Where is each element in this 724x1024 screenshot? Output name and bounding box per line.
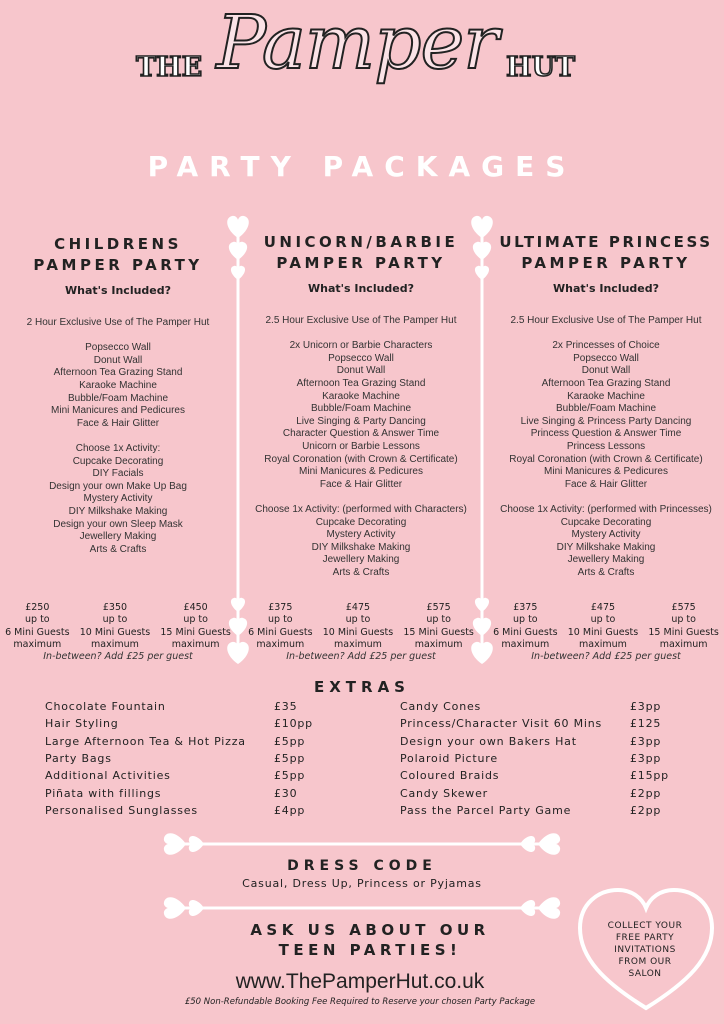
extra-item-name: Chocolate Fountain: [45, 700, 166, 713]
included-item: Donut Wall: [581, 365, 631, 377]
heart-note-line: COLLECT YOUR: [607, 921, 683, 931]
included-item: Face & Hair Glitter: [319, 478, 403, 490]
spacer: [243, 328, 479, 341]
included-item: Face & Hair Glitter: [564, 478, 648, 490]
price-tier-guests: 10 Mini Guests: [79, 626, 151, 638]
extra-item-price: £3pp: [630, 700, 662, 713]
price-tier-upto: up to: [590, 614, 616, 626]
extra-item-price: £35: [274, 700, 298, 713]
price-tier-upto: up to: [268, 614, 293, 626]
included-item: Jewellery Making: [322, 554, 400, 566]
in-between-note: In-between? Add £25 per guest: [43, 651, 193, 662]
extra-item-price: £30: [274, 786, 298, 800]
package-ultimate-princess: [488, 232, 724, 579]
heart-note-line: FROM OUR: [618, 957, 672, 967]
included-item: Princess Lessons: [566, 440, 646, 452]
included-item: Karaoke Machine: [322, 390, 400, 402]
price-tier-price: £375: [513, 602, 538, 613]
price-tier: [160, 602, 230, 651]
price-tier-guests: 6 Mini Guests: [248, 626, 313, 638]
ask-line2: TEEN PARTIES!: [278, 941, 462, 959]
included-item: Mystery Activity: [83, 493, 153, 505]
included-item: DIY Facials: [92, 468, 144, 480]
spacer: [0, 430, 236, 443]
extra-item-name: Polaroid Picture: [400, 751, 498, 765]
price-tier-upto: up to: [513, 614, 538, 626]
in-between-note: In-between? Add £25 per guest: [531, 651, 681, 662]
price-tier-price: £250: [25, 602, 50, 613]
page-subtitle: PARTY PACKAGES: [147, 150, 577, 183]
included-item: Choose 1x Activity: (performed with Characters): [255, 503, 467, 515]
included-item: Mini Manicures & Pedicures: [299, 466, 423, 478]
price-tier-price: £475: [590, 602, 616, 613]
price-tier: [5, 602, 69, 651]
price-tier-price: £450: [183, 602, 208, 613]
price-tier-upto: up to: [671, 614, 696, 626]
extras-title: EXTRAS: [313, 678, 410, 696]
extra-item-price: £5pp: [274, 769, 306, 783]
extra-item-price: £2pp: [630, 786, 662, 800]
extra-item-price: £4pp: [274, 803, 306, 817]
price-tier-upto: up to: [345, 614, 371, 626]
included-item: Donut Wall: [93, 354, 143, 366]
package-title-line2: PAMPER PARTY: [33, 256, 203, 274]
included-item: Mystery Activity: [571, 529, 641, 541]
price-tier-max: maximum: [334, 638, 382, 650]
included-item: Character Question & Answer Time: [282, 428, 440, 440]
price-tier-max: maximum: [579, 638, 627, 650]
package-title-line2: PAMPER PARTY: [276, 254, 446, 272]
included-item: Princess Question & Answer Time: [530, 428, 682, 440]
included-item: Karaoke Machine: [79, 379, 157, 391]
price-tier: [248, 602, 312, 651]
heart-note-line: SALON: [628, 969, 662, 979]
price-tier-max: maximum: [256, 638, 305, 650]
included-item: Bubble/Foam Machine: [555, 403, 657, 415]
extra-item-price: £5pp: [274, 751, 306, 765]
extra-item-price: £15pp: [630, 769, 669, 783]
price-tier-upto: up to: [102, 614, 128, 626]
price-tier-guests: 10 Mini Guests: [567, 626, 639, 638]
heart-note-line: INVITATIONS: [614, 945, 676, 955]
price-tier: [80, 602, 150, 651]
included-item: Popsecco Wall: [328, 352, 394, 364]
price-tier-upto: up to: [183, 614, 208, 626]
extra-item-price: £2pp: [630, 803, 662, 817]
included-item: Design your own Sleep Mask: [53, 518, 183, 530]
included-item: Unicorn or Barbie Lessons: [302, 440, 420, 452]
brand-logo-pamper: Pamper: [216, 0, 498, 86]
package-lines: [243, 315, 479, 579]
included-item: Mini Manicures & Pedicures: [544, 466, 668, 478]
package-lines: [488, 315, 724, 579]
extra-item-name: Hair Styling: [45, 717, 119, 731]
dress-code-title: DRESS CODE: [287, 858, 437, 874]
whats-included-label: What's Included?: [307, 282, 415, 295]
extra-item-name: Candy Skewer: [400, 786, 488, 800]
whats-included-label: What's Included?: [552, 282, 660, 295]
extra-item-name: Princess/Character Visit 60 Mins: [400, 717, 603, 731]
package-childrens: [0, 234, 236, 556]
package-title-line1: ULTIMATE PRINCESS: [499, 233, 713, 251]
extra-item-name: Large Afternoon Tea & Hot Pizza: [45, 734, 246, 748]
price-tier-max: maximum: [659, 638, 708, 650]
included-item: Bubble/Foam Machine: [67, 392, 169, 404]
price-tier-price: £575: [671, 602, 696, 613]
included-item: 2x Princesses of Choice: [552, 340, 660, 352]
price-row-childrens: [0, 602, 236, 651]
included-item: Arts & Crafts: [577, 566, 635, 578]
included-item: Mini Manicures and Pedicures: [51, 405, 185, 417]
price-tier-price: £475: [345, 602, 371, 613]
included-item: Popsecco Wall: [573, 352, 639, 364]
extra-item-price: £3pp: [630, 734, 662, 748]
price-tier-guests: 6 Mini Guests: [493, 626, 558, 638]
price-tier-guests: 6 Mini Guests: [5, 626, 70, 638]
spacer: [0, 330, 236, 343]
included-item: Cupcake Decorating: [560, 516, 652, 528]
included-item: Jewellery Making: [567, 554, 645, 566]
brand-the: THE: [136, 52, 203, 83]
included-item: DIY Milkshake Making: [556, 541, 656, 553]
extra-item-price: £125: [630, 717, 662, 731]
heart-divider-horizontal-1: [160, 826, 564, 862]
included-item: 2.5 Hour Exclusive Use of The Pamper Hut: [510, 315, 702, 326]
included-item: Cupcake Decorating: [72, 455, 164, 467]
extra-item-name: Design your own Bakers Hat: [400, 734, 577, 748]
included-item: Afternoon Tea Grazing Stand: [541, 377, 671, 389]
price-row-unicorn-barbie: [243, 602, 479, 651]
dress-code-text: Casual, Dress Up, Princess or Pyjamas: [242, 877, 482, 890]
price-tier-upto: up to: [25, 614, 50, 626]
extra-item-price: £10pp: [274, 717, 313, 731]
included-item: Royal Coronation (with Crown & Certificate): [264, 453, 458, 465]
price-tier: [648, 602, 718, 651]
booking-fee-note: £50 Non-Refundable Booking Fee Required to Reserve your chosen Party Package: [184, 997, 536, 1007]
included-item: Afternoon Tea Grazing Stand: [296, 377, 426, 389]
included-item: Karaoke Machine: [567, 390, 645, 402]
extra-item-name: Piñata with fillings: [45, 786, 162, 800]
price-tier-max: maximum: [414, 638, 463, 650]
whats-included-label: What's Included?: [64, 284, 172, 297]
included-item: 2x Unicorn or Barbie Characters: [289, 340, 433, 352]
package-title-line2: PAMPER PARTY: [521, 254, 691, 272]
included-item: Cupcake Decorating: [315, 516, 407, 528]
extra-item-name: Additional Activities: [45, 769, 171, 783]
included-item: DIY Milkshake Making: [68, 505, 168, 517]
included-item: Live Singing & Princess Party Dancing: [520, 415, 692, 427]
extra-item-name: Candy Cones: [400, 700, 482, 713]
extra-item-price: £5pp: [274, 734, 306, 748]
price-tier: [568, 602, 638, 651]
included-item: 2.5 Hour Exclusive Use of The Pamper Hut: [265, 315, 457, 326]
price-tier-price: £575: [426, 602, 451, 613]
included-item: Choose 1x Activity: (performed with Princesses): [500, 503, 712, 515]
price-tier-upto: up to: [426, 614, 451, 626]
included-item: Mystery Activity: [326, 529, 396, 541]
included-item: Choose 1x Activity:: [75, 442, 161, 454]
extra-item-name: Coloured Braids: [400, 769, 500, 783]
included-item: Design your own Make Up Bag: [49, 480, 187, 492]
price-tier-guests: 15 Mini Guests: [648, 626, 719, 638]
package-title-line1: UNICORN/BARBIE: [263, 233, 459, 251]
included-item: Arts & Crafts: [89, 543, 147, 555]
brand-hut: HUT: [506, 52, 576, 83]
heart-note-line: FREE PARTY: [615, 933, 675, 943]
extra-item-name: Party Bags: [45, 751, 112, 765]
spacer: [488, 491, 724, 504]
package-unicorn-barbie: [243, 232, 479, 579]
included-item: Popsecco Wall: [85, 342, 151, 354]
ask-line1: ASK US ABOUT OUR: [250, 921, 490, 939]
included-item: Arts & Crafts: [332, 566, 390, 578]
included-item: Afternoon Tea Grazing Stand: [53, 367, 183, 379]
spacer: [488, 328, 724, 341]
package-lines: [0, 317, 236, 556]
teen-parties-callout: [210, 920, 530, 960]
extra-item-name: Pass the Parcel Party Game: [400, 803, 572, 817]
extra-item-price: £3pp: [630, 751, 662, 765]
price-tier-max: maximum: [501, 638, 550, 650]
price-tier: [403, 602, 473, 651]
price-tier-max: maximum: [13, 638, 62, 650]
price-tier: [323, 602, 393, 651]
included-item: Royal Coronation (with Crown & Certificate): [509, 453, 703, 465]
price-tier-price: £375: [268, 602, 293, 613]
price-tier-guests: 15 Mini Guests: [160, 626, 231, 638]
website-link[interactable]: www.ThePamperHut.co.uk: [235, 970, 485, 993]
included-item: DIY Milkshake Making: [311, 541, 411, 553]
included-item: 2 Hour Exclusive Use of The Pamper Hut: [26, 317, 210, 328]
included-item: Donut Wall: [336, 365, 386, 377]
included-item: Face & Hair Glitter: [76, 417, 160, 429]
price-tier-max: maximum: [171, 638, 220, 650]
price-tier-max: maximum: [91, 638, 139, 650]
spacer: [243, 491, 479, 504]
included-item: Bubble/Foam Machine: [310, 403, 412, 415]
price-tier-guests: 15 Mini Guests: [403, 626, 474, 638]
price-tier: [493, 602, 557, 651]
included-item: Jewellery Making: [79, 531, 157, 543]
free-invitations-note: [590, 920, 700, 980]
price-tier-guests: 10 Mini Guests: [322, 626, 394, 638]
package-title-line1: CHILDRENS: [54, 235, 182, 253]
price-row-ultimate-princess: [488, 602, 724, 651]
in-between-note: In-between? Add £25 per guest: [286, 651, 436, 662]
included-item: Live Singing & Party Dancing: [296, 415, 426, 427]
extra-item-name: Personalised Sunglasses: [45, 803, 198, 817]
price-tier-price: £350: [102, 602, 128, 613]
